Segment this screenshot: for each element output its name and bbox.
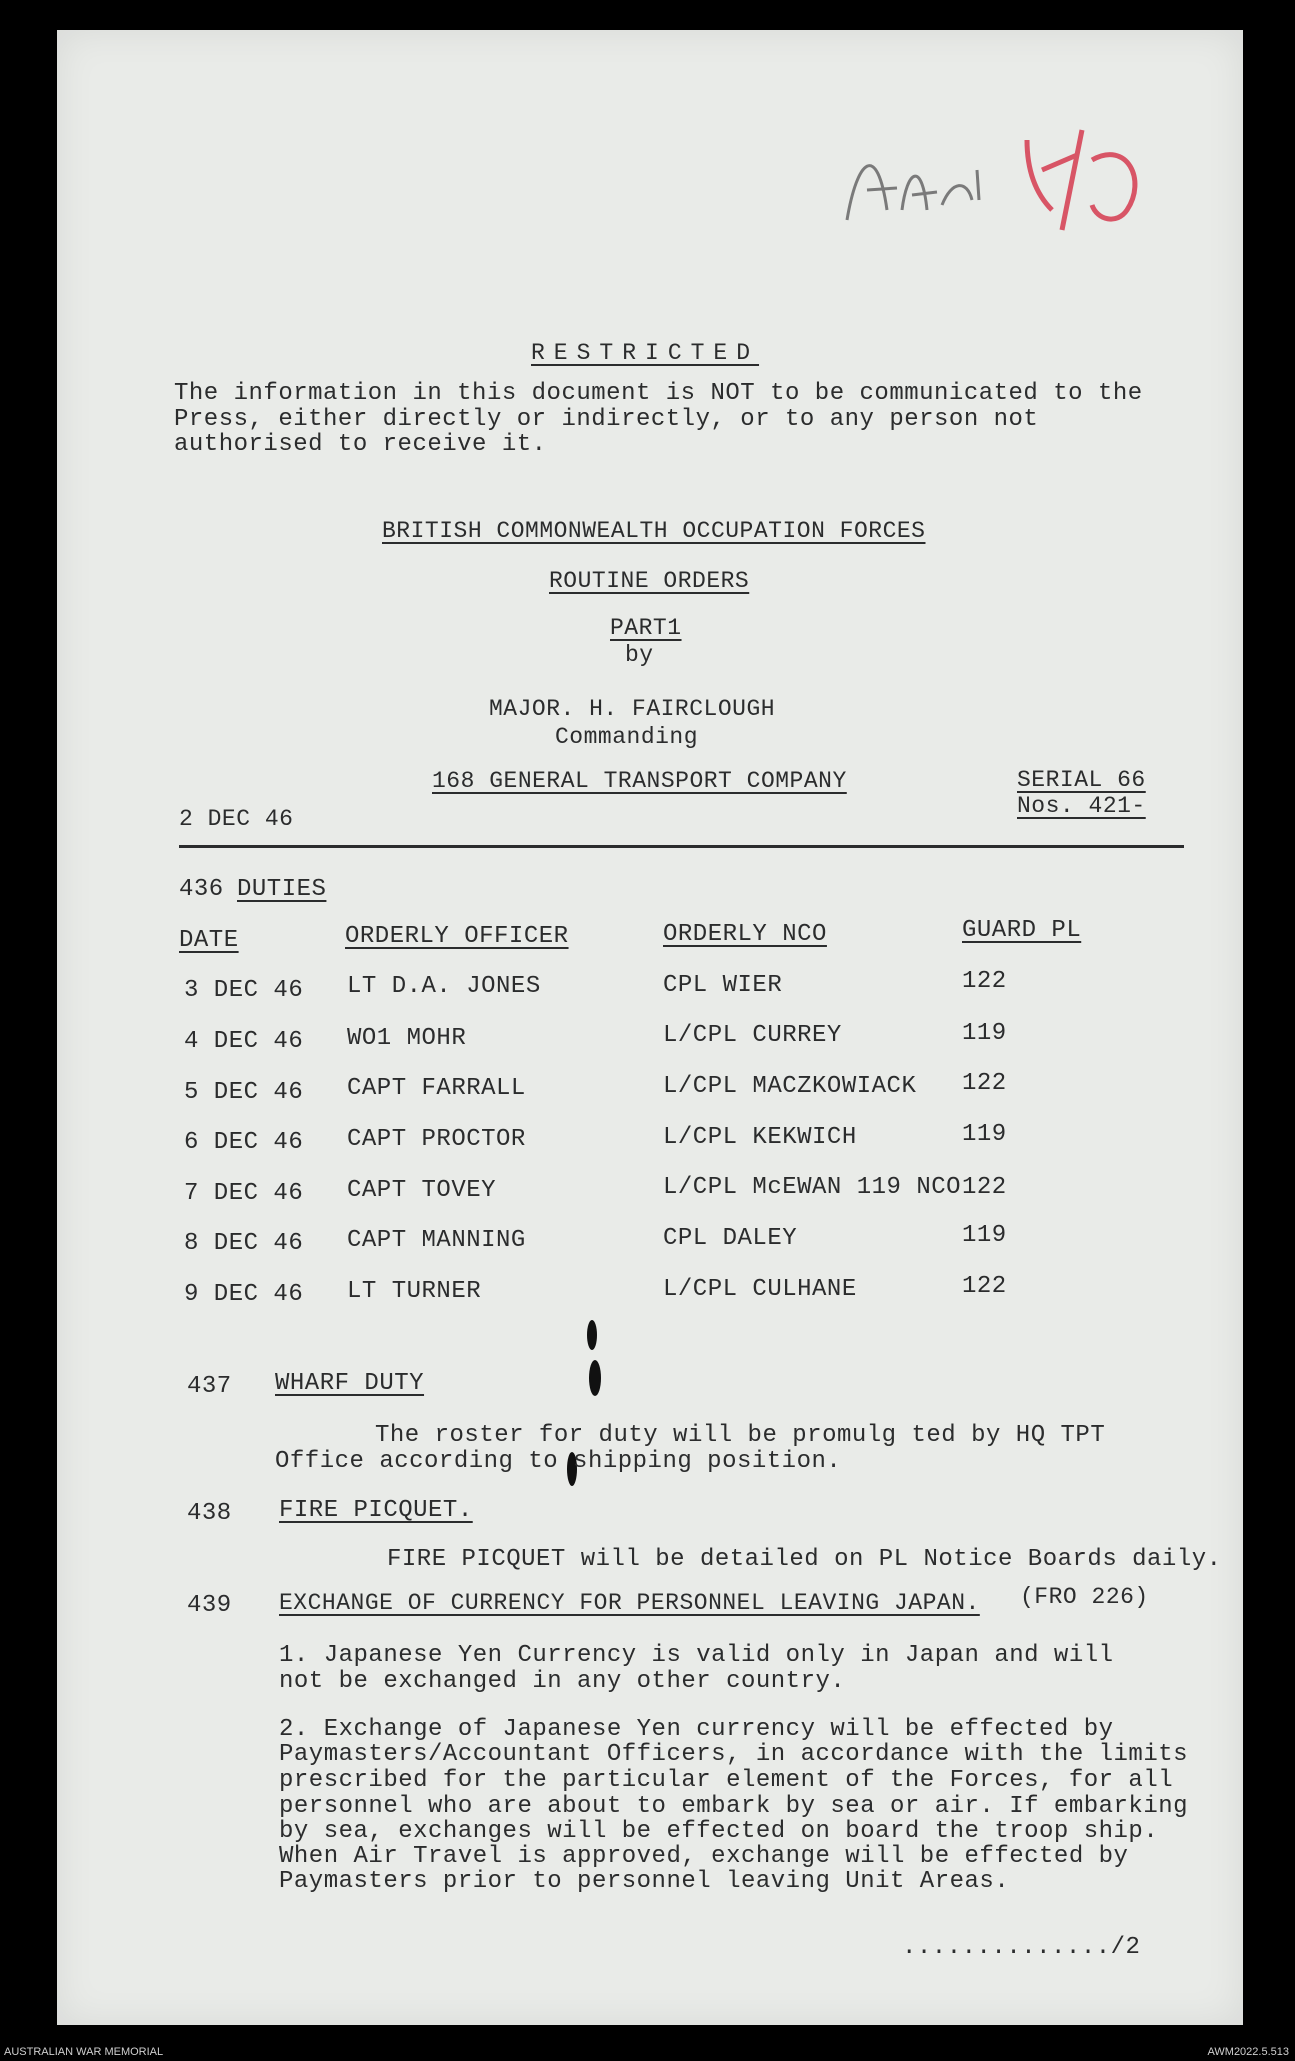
duty-nco: L/CPL KEKWICH [663,1124,857,1151]
duty-officer: WO1 MOHR [347,1025,467,1052]
section-436-number: 436 [179,876,224,903]
wharf-line-2: Office according to shipping position. [275,1448,842,1475]
duty-date: 9 DEC 46 [184,1281,304,1308]
duty-guard: 119 [962,1020,1007,1047]
serial-number: SERIAL 66 [1017,767,1146,793]
duty-nco: CPL DALEY [663,1225,798,1252]
duty-date: 8 DEC 46 [184,1230,304,1257]
duty-date: 6 DEC 46 [184,1129,304,1156]
handwritten-annotation [827,100,1247,250]
duty-guard: 119 [962,1121,1007,1148]
by-label: by [625,642,654,668]
section-439-heading: EXCHANGE OF CURRENCY FOR PERSONNEL LEAVING JAPAN. [279,1590,980,1616]
commanding-officer: MAJOR. H. FAIRCLOUGH [489,696,776,722]
duty-date: 4 DEC 46 [184,1028,304,1055]
order-date: 2 DEC 46 [179,806,294,832]
section-439-number: 439 [187,1592,232,1619]
part-heading: PART1 [610,615,682,641]
duty-nco: L/CPL MACZKOWIACK [663,1073,917,1100]
routine-orders-heading: ROUTINE ORDERS [549,568,750,594]
continuation-marker: ............../2 [902,1934,1141,1961]
col-orderly-nco: ORDERLY NCO [663,921,827,948]
order-numbers: Nos. 421- [1017,793,1146,819]
notice-line-2: Press, either directly or indirectly, or to any person not [174,406,1039,433]
wharf-line-1: The roster for duty will be promulg ted by HQ TPT [375,1422,1106,1449]
document-page [57,30,1243,2025]
duty-guard: 122 [962,968,1007,995]
duty-nco: CPL WIER [663,972,783,999]
duty-officer: CAPT PROCTOR [347,1126,526,1153]
archive-footer [0,2044,1295,2061]
section-437-heading: WHARF DUTY [275,1370,425,1397]
duty-date: 7 DEC 46 [184,1180,304,1207]
duty-officer: CAPT TOVEY [347,1177,497,1204]
col-guard-pl: GUARD PL [962,917,1082,944]
footer-left: AUSTRALIAN WAR MEMORIAL [4,2046,164,2058]
para2-line-5: by sea, exchanges will be effected on board the troop ship. [279,1818,1159,1845]
para1-line-1: 1. Japanese Yen Currency is valid only in Japan and will [279,1642,1114,1669]
para1-line-2: not be exchanged in any other country. [279,1668,846,1695]
notice-line-1: The information in this document is NOT to be communicated to the [174,380,1143,407]
footer-right: AWM2022.5.513 [1207,2046,1289,2058]
ink-blot [589,1360,601,1396]
fire-line: FIRE PICQUET will be detailed on PL Notice Boards daily. [387,1546,1222,1573]
duty-date: 5 DEC 46 [184,1079,304,1106]
section-437-number: 437 [187,1373,232,1400]
notice-line-3: authorised to receive it. [174,431,547,458]
col-orderly-officer: ORDERLY OFFICER [345,923,569,950]
duty-guard: 119 [962,1222,1007,1249]
restricted-heading: RESTRICTED [531,340,760,366]
unit-name: 168 GENERAL TRANSPORT COMPANY [432,768,847,794]
duty-guard: 122 [962,1070,1007,1097]
duty-guard: 122 [962,1174,1007,1201]
duty-nco: L/CPL CULHANE [663,1276,857,1303]
para2-line-3: prescribed for the particular element of the Forces, for all [279,1767,1174,1794]
duty-officer: LT D.A. JONES [347,973,541,1000]
col-date: DATE [179,927,239,954]
para2-line-6: When Air Travel is approved, exchange will be effected by [279,1843,1129,1870]
duty-officer: CAPT FARRALL [347,1075,526,1102]
org-heading: BRITISH COMMONWEALTH OCCUPATION FORCES [382,518,926,544]
section-438-number: 438 [187,1500,232,1527]
commanding-label: Commanding [555,724,699,750]
para2-line-4: personnel who are about to embark by sea or air. If embarking [279,1793,1189,1820]
duty-date: 3 DEC 46 [184,977,304,1004]
para2-line-1: 2. Exchange of Japanese Yen currency will be effected by [279,1716,1114,1743]
duty-guard: 122 [962,1273,1007,1300]
section-439-reference: (FRO 226) [1020,1584,1149,1610]
duty-nco: L/CPL CURREY [663,1022,842,1049]
header-divider [179,845,1184,848]
para2-line-2: Paymasters/Accountant Officers, in accordance with the limits [279,1741,1189,1768]
duty-officer: CAPT MANNING [347,1227,526,1254]
section-438-heading: FIRE PICQUET. [279,1497,473,1524]
section-436-heading: DUTIES [237,876,327,903]
para2-line-7: Paymasters prior to personnel leaving Unit Areas. [279,1868,1010,1895]
ink-blot [587,1320,597,1350]
duty-officer: LT TURNER [347,1278,482,1305]
duty-nco: L/CPL McEWAN 119 NCO [663,1174,962,1201]
